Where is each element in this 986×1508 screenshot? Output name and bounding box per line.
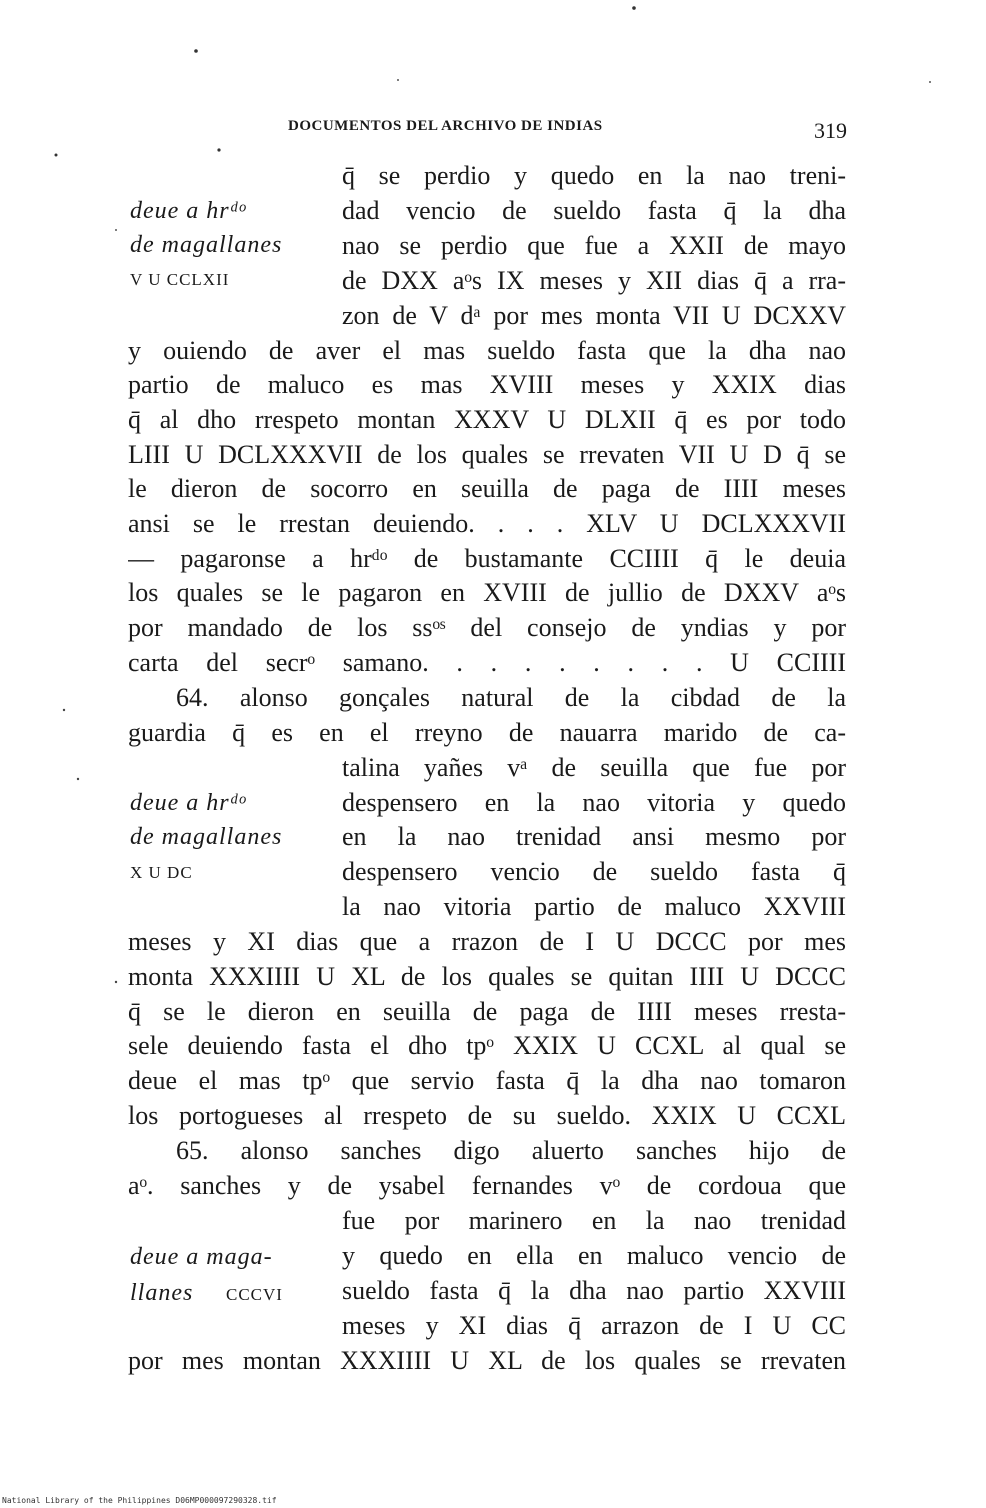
text-line: por mes montan XXXIIII U XL de los quales se rrevaten: [128, 1346, 846, 1375]
text-line: en la nao trenidad ansi mesmo por: [342, 822, 846, 851]
text-line: ansi se le rrestan deuiendo. . . . XLV U DCLXXXVII: [128, 509, 846, 538]
text-line: dad vencio de sueldo fasta q̄ la dha: [342, 196, 846, 225]
speck: [55, 154, 58, 157]
text-line: zon de V dᵃ por mes monta VII U DCXXV: [342, 301, 846, 330]
text-line: la nao vitoria partio de maluco XXVIII: [342, 892, 846, 921]
text-line: q̄ se le dieron en seuilla de paga de IIII meses rresta-: [128, 997, 846, 1026]
speck: [194, 49, 198, 53]
text-line: q̄ se perdio y quedo en la nao treni-: [342, 161, 846, 190]
speck: [929, 81, 931, 83]
margin-note: de magallanes: [130, 824, 283, 850]
text-line: meses y XI dias que a rrazon de I U DCCC por mes: [128, 927, 846, 956]
text-line: monta XXXIIII U XL de los quales se quitan IIII U DCCC: [128, 962, 846, 991]
text-line: despensero en la nao vitoria y quedo: [342, 788, 846, 817]
text-line: talina yañes vᵃ de seuilla que fue por: [342, 753, 846, 782]
margin-note: deue a hrᵈᵒ: [130, 198, 246, 224]
text-line: y quedo en ella en maluco vencio de: [342, 1241, 846, 1270]
text-line: fue por marinero en la nao trenidad: [342, 1206, 846, 1235]
margin-note: llanes: [130, 1280, 194, 1306]
entry-heading-line: 64. alonso gonçales natural de la cibdad de la: [176, 683, 846, 712]
margin-note: deue a maga-: [130, 1244, 273, 1270]
margin-amount: X U DC: [130, 863, 193, 882]
speck: [397, 79, 399, 81]
text-line: — pagaronse a hrᵈᵒ de bustamante CCIIII q̄ le deuia: [128, 544, 846, 573]
text-line: deue el mas tpᵒ que servio fasta q̄ la dha nao tomaron: [128, 1066, 846, 1095]
text-line: guardia q̄ es en el rreyno de nauarra marido de ca-: [128, 718, 846, 747]
text-line: meses y XI dias q̄ arrazon de I U CC: [342, 1311, 846, 1340]
margin-note: de magallanes: [130, 232, 283, 258]
text-line: los portogueses al rrespeto de su sueldo. XXIX U CCXL: [128, 1101, 846, 1130]
text-line: le dieron de socorro en seuilla de paga de IIII meses: [128, 474, 846, 503]
running-head: DOCUMENTOS DEL ARCHIVO DE INDIAS: [288, 118, 603, 134]
text-line: sueldo fasta q̄ la dha nao partio XXVIII: [342, 1276, 846, 1305]
text-line: sele deuiendo fasta el dho tpᵒ XXIX U CCXL al qual se: [128, 1031, 846, 1060]
text-line: los quales se le pagaron en XVIII de jullio de DXXV aᵒs: [128, 578, 846, 607]
margin-amount: CCCVI: [226, 1285, 283, 1304]
scan-footer: National Library of the Philippines D06MP000097290328.tif: [2, 1496, 277, 1505]
speck: [63, 709, 65, 711]
text-line: nao se perdio que fue a XXII de mayo: [342, 231, 846, 260]
entry-heading-line: 65. alonso sanches digo aluerto sanches hijo de: [176, 1136, 846, 1165]
margin-amount: V U CCLXII: [130, 270, 230, 289]
page-header: [0, 118, 986, 142]
text-line: de DXX aᵒs IX meses y XII dias q̄ a rra-: [342, 266, 846, 295]
speck: [115, 981, 117, 983]
text-line: LIII U DCLXXXVII de los quales se rrevaten VII U D q̄ se: [128, 440, 846, 469]
text-line: q̄ al dho rrespeto montan XXXV U DLXII q̄ es por todo: [128, 405, 846, 434]
margin-note: deue a hrᵈᵒ: [130, 790, 246, 816]
text-line: por mandado de los ssᵒˢ del consejo de yndias y por: [128, 613, 846, 642]
speck: [77, 778, 79, 780]
text-line: despensero vencio de sueldo fasta q̄: [342, 857, 846, 886]
speck: [115, 229, 117, 231]
speck: [217, 148, 220, 151]
speck: [632, 6, 636, 10]
text-line: carta del secrᵒ samano. . . . . . . . . U CCIIII: [128, 648, 846, 677]
page-number: 319: [814, 118, 847, 143]
text-line: y ouiendo de aver el mas sueldo fasta que la dha nao: [128, 336, 846, 365]
text-line: partio de maluco es mas XVIII meses y XXIX dias: [128, 370, 846, 399]
text-line: aᵒ. sanches y de ysabel fernandes vᵒ de cordoua que: [128, 1171, 846, 1200]
